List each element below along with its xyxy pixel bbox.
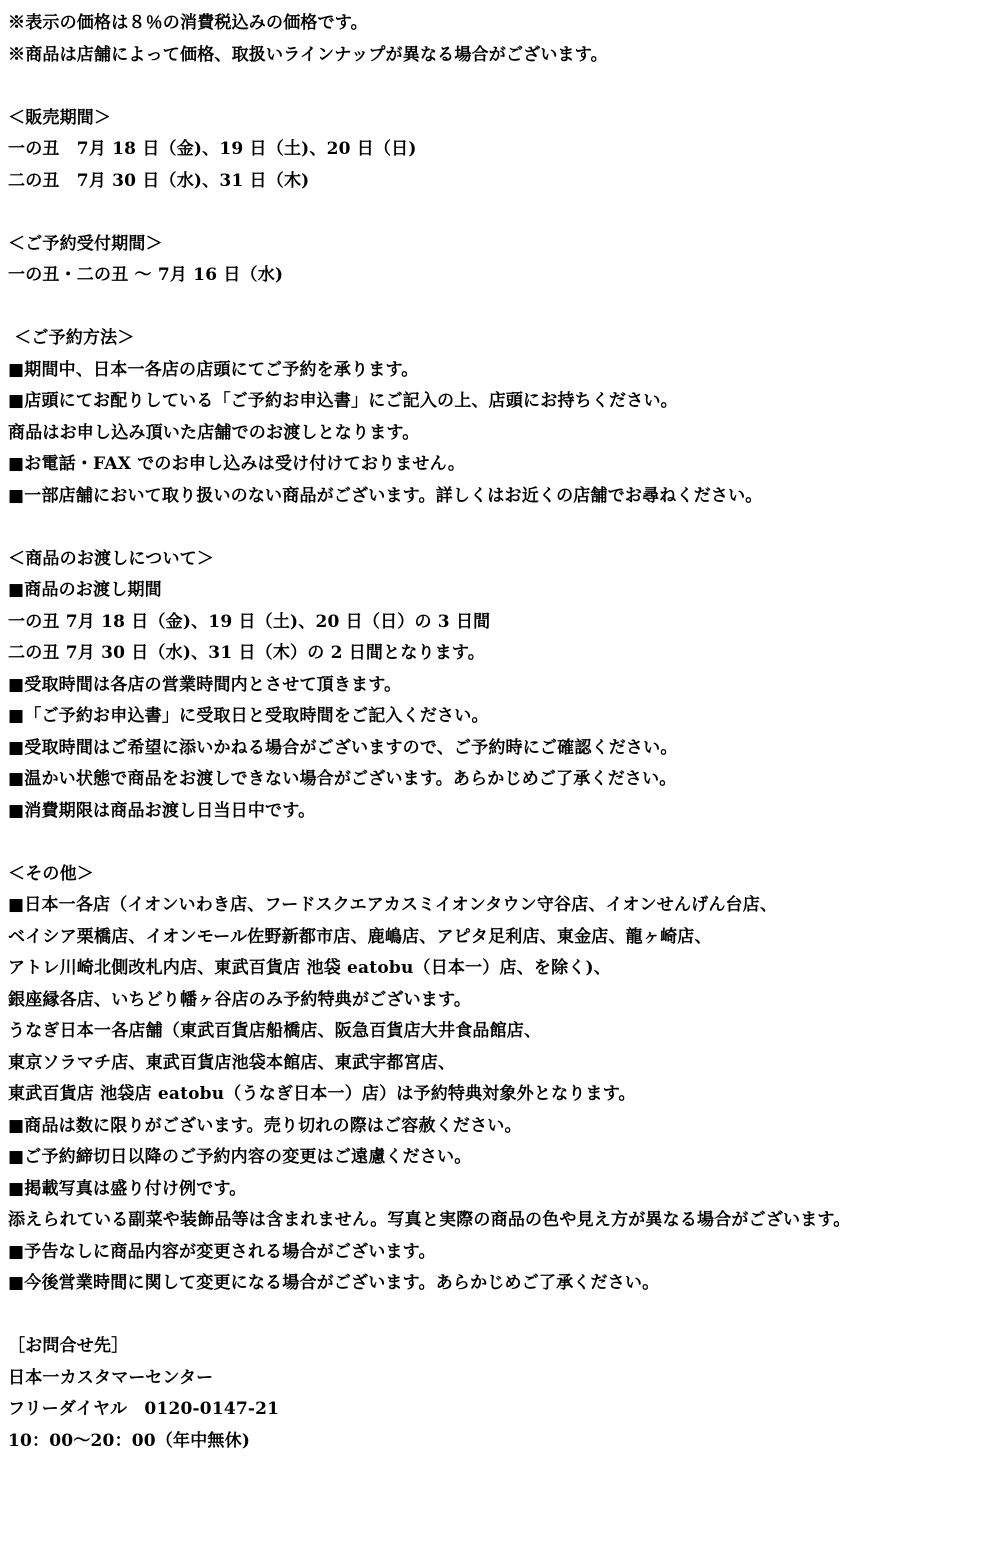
reservation-method-line: 商品はお申し込み頂いた店舗でのお渡しとなります。 xyxy=(8,422,420,443)
delivery-line: ■「ご予約お申込書」に受取日と受取時間をご記入ください。 xyxy=(8,706,489,726)
other-line: 添えられている副菜や装飾品等は含まれません。写真と実際の商品の色や見え方が異なる場合がございます。 xyxy=(8,1210,851,1230)
store-variation-note: ※商品は店舗によって価格、取扱いラインナップが異なる場合がございます。 xyxy=(8,44,608,65)
reservation-period-text: 一の丑・二の丑 〜 7月 16 日（水) xyxy=(8,265,284,285)
reservation-period-heading: ＜ご予約受付期間＞ xyxy=(8,233,163,254)
other-line: ベイシア栗橋店、イオンモール佐野新都市店、鹿嶋店、アピタ足利店、東金店、龍ヶ崎店、 xyxy=(8,926,712,947)
other-line: うなぎ日本一各店舗（東武百貨店船橋店、阪急百貨店大井食品館店、 xyxy=(8,1021,542,1041)
spacer xyxy=(8,197,992,229)
spacer xyxy=(8,1300,992,1332)
contact-name: 日本一カスタマーセンター xyxy=(8,1367,214,1388)
reservation-method-heading: ＜ご予約方法＞ xyxy=(8,328,135,348)
other-line: 東京ソラマチ店、東武百貨店池袋本館店、東武宇都宮店、 xyxy=(8,1052,456,1073)
sales-period-heading: ＜販売期間＞ xyxy=(8,107,112,128)
spacer xyxy=(8,292,992,324)
delivery-line: 二の丑 7月 30 日（水)、31 日（木）の 2 日間となります。 xyxy=(8,643,485,663)
notice-document xyxy=(8,8,992,1457)
delivery-line: ■受取時間はご希望に添いかねる場合がございますので、ご予約時にご確認ください。 xyxy=(8,737,678,758)
delivery-heading: ＜商品のお渡しについて＞ xyxy=(8,548,215,569)
spacer xyxy=(8,827,992,859)
contact-phone: フリーダイヤル 0120-0147-21 xyxy=(8,1399,280,1419)
other-line: ■今後営業時間に関して変更になる場合がございます。あらかじめご了承ください。 xyxy=(8,1273,660,1293)
spacer xyxy=(8,512,992,544)
reservation-method-line: ■期間中、日本一各店の店頭にてご予約を承ります。 xyxy=(8,359,419,380)
other-line: ■掲載写真は盛り付け例です。 xyxy=(8,1178,247,1199)
other-heading: ＜その他＞ xyxy=(8,863,94,884)
delivery-line: ■消費期限は商品お渡し日当日中です。 xyxy=(8,800,316,821)
reservation-method-line: ■店頭にてお配りしている「ご予約お申込書」にご記入の上、店頭にお持ちください。 xyxy=(8,391,678,411)
other-line: ■日本一各店（イオンいわき店、フードスクエアカスミイオンタウン守谷店、イオンせんげん台店、 xyxy=(8,895,778,915)
spacer xyxy=(8,71,992,103)
other-line: ■商品は数に限りがございます。売り切れの際はご容赦ください。 xyxy=(8,1115,522,1136)
delivery-line: ■温かい状態で商品をお渡しできない場合がございます。あらかじめご了承ください。 xyxy=(8,769,677,789)
other-line: 銀座縁各店、いちどり幡ヶ谷店のみ予約特典がございます。 xyxy=(8,989,472,1010)
delivery-line: ■受取時間は各店の営業時間内とさせて頂きます。 xyxy=(8,674,402,695)
reservation-method-line: ■一部店舗において取り扱いのない商品がございます。詳しくはお近くの店舗でお尋ねください。 xyxy=(8,485,763,506)
delivery-line: ■商品のお渡し期間 xyxy=(8,580,162,600)
contact-hours: 10：00〜20：00（年中無休) xyxy=(8,1430,251,1451)
other-line: アトレ川崎北側改札内店、東武百貨店 池袋 eatobu（日本一）店、を除く)、 xyxy=(8,958,611,978)
sales-period-second: 二の丑 7月 30 日（水)、31 日（木) xyxy=(8,170,310,191)
reservation-method-line: ■お電話・FAX でのお申し込みは受け付けておりません。 xyxy=(8,454,466,474)
tax-note: ※表示の価格は８％の消費税込みの価格です。 xyxy=(8,13,368,33)
other-line: ■ご予約締切日以降のご予約内容の変更はご遠慮ください。 xyxy=(8,1147,472,1167)
contact-heading: ［お問合せ先］ xyxy=(8,1336,129,1356)
other-line: ■予告なしに商品内容が変更される場合がございます。 xyxy=(8,1241,436,1262)
delivery-line: 一の丑 7月 18 日（金)、19 日（土)、20 日（日）の 3 日間 xyxy=(8,611,491,632)
sales-period-first: 一の丑 7月 18 日（金)、19 日（土)、20 日（日) xyxy=(8,139,417,159)
other-line: 東武百貨店 池袋店 eatobu（うなぎ日本一）店）は予約特典対象外となります。 xyxy=(8,1084,636,1104)
